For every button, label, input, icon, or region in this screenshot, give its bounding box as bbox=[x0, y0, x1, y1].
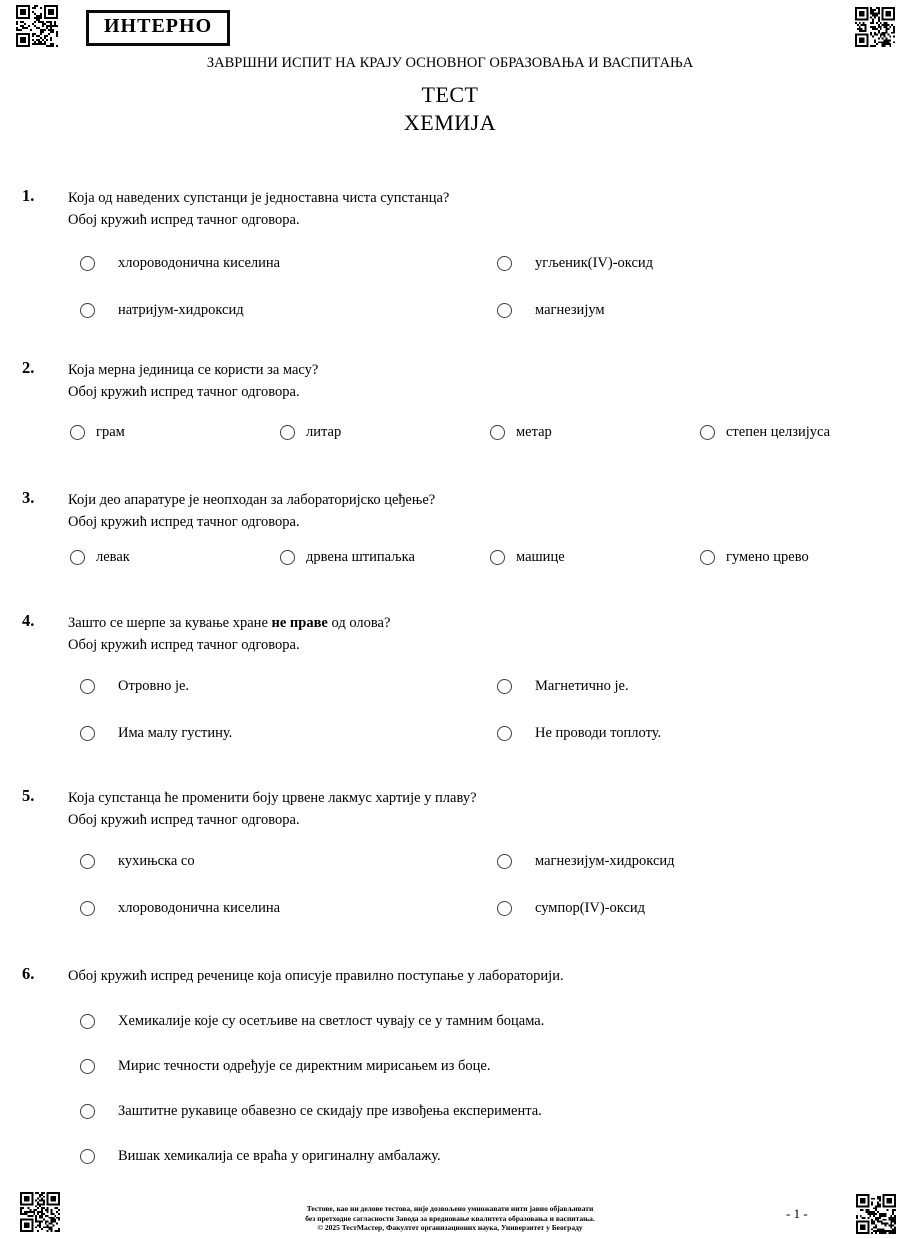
answer-option[interactable] bbox=[80, 302, 244, 319]
answer-option[interactable] bbox=[700, 549, 809, 566]
radio-circle[interactable] bbox=[700, 425, 715, 440]
option-label: кухињска со bbox=[118, 853, 195, 869]
answer-option[interactable] bbox=[80, 1148, 441, 1165]
option-label: литар bbox=[306, 424, 342, 440]
question-prompt-text: Који део апаратуре је неопходан за лабораторијско цеђење? bbox=[68, 492, 436, 508]
option-label: Отровно је. bbox=[118, 678, 190, 694]
option-label: Вишак хемикалија се враћа у оригиналну амбалажу. bbox=[118, 1148, 441, 1164]
answer-option[interactable] bbox=[80, 853, 195, 870]
radio-circle[interactable] bbox=[80, 1014, 95, 1029]
answer-option[interactable] bbox=[490, 549, 565, 566]
radio-circle[interactable] bbox=[80, 256, 95, 271]
qr-code-top-right bbox=[855, 7, 895, 47]
answer-option[interactable] bbox=[497, 853, 675, 870]
question-number: 5. bbox=[22, 786, 35, 805]
question-number: 1. bbox=[22, 186, 35, 205]
option-label: хлороводонична киселина bbox=[118, 255, 281, 271]
question-prompt bbox=[68, 787, 858, 831]
notice-line-2: без претходне сагласности Завода за вредновање квалитета образовања и васпитања. bbox=[305, 1213, 595, 1223]
option-label: натријум-хидроксид bbox=[118, 302, 244, 318]
option-label: сумпор(IV)-оксид bbox=[535, 900, 646, 916]
question-prompt bbox=[68, 359, 858, 403]
radio-circle[interactable] bbox=[490, 425, 505, 440]
answer-option[interactable] bbox=[280, 424, 341, 441]
question-instruction: Обој кружић испред тачног одговора. bbox=[68, 812, 300, 828]
question-number: 2. bbox=[22, 358, 35, 377]
radio-circle[interactable] bbox=[80, 901, 95, 916]
radio-circle[interactable] bbox=[80, 303, 95, 318]
answer-option[interactable] bbox=[490, 424, 552, 441]
answer-option[interactable] bbox=[497, 725, 661, 742]
radio-circle[interactable] bbox=[70, 425, 85, 440]
question-prompt-line bbox=[68, 612, 858, 634]
radio-circle[interactable] bbox=[700, 550, 715, 565]
question-number: 6. bbox=[22, 964, 35, 983]
question-instruction: Обој кружић испред тачног одговора. bbox=[68, 637, 300, 653]
question-prompt bbox=[68, 965, 858, 987]
question-prompt-text: Која мерна јединица се користи за масу? bbox=[68, 362, 319, 378]
radio-circle[interactable] bbox=[70, 550, 85, 565]
radio-circle[interactable] bbox=[497, 303, 512, 318]
radio-circle[interactable] bbox=[497, 854, 512, 869]
qr-code-top-left bbox=[16, 5, 58, 47]
answer-option[interactable] bbox=[70, 424, 125, 441]
question-instruction: Обој кружић испред тачног одговора. bbox=[68, 514, 300, 530]
answer-option[interactable] bbox=[497, 255, 653, 272]
question-instruction: Обој кружић испред тачног одговора. bbox=[68, 384, 300, 400]
notice-line-3: © 2025 ТестМастер, Факултет организационих наука, Универзитет у Београду bbox=[317, 1223, 583, 1232]
answer-option[interactable] bbox=[70, 549, 130, 566]
question-prompt-line bbox=[68, 359, 858, 381]
answer-option[interactable] bbox=[80, 900, 280, 917]
answer-option[interactable] bbox=[700, 424, 830, 441]
question-prompt-text: Зашто се шерпе за кување хране bbox=[68, 615, 272, 631]
radio-circle[interactable] bbox=[497, 256, 512, 271]
option-label: машице bbox=[516, 549, 565, 565]
question-prompt-text: од олова? bbox=[327, 615, 391, 631]
option-label: Магнетично је. bbox=[535, 678, 629, 694]
radio-circle[interactable] bbox=[80, 1149, 95, 1164]
option-label: метар bbox=[516, 424, 552, 440]
option-label: угљеник(IV)-оксид bbox=[535, 255, 654, 271]
answer-option[interactable] bbox=[497, 678, 629, 695]
option-label: магнезијум bbox=[535, 302, 605, 318]
radio-circle[interactable] bbox=[80, 1104, 95, 1119]
question-prompt bbox=[68, 489, 858, 533]
question-instruction: Обој кружић испред тачног одговора. bbox=[68, 212, 300, 228]
qr-code-bottom-left bbox=[20, 1192, 60, 1232]
option-label: Има малу густину. bbox=[118, 725, 233, 741]
option-label: хлороводонична киселина bbox=[118, 900, 281, 916]
question-prompt-text: Која од наведених супстанци је једноставна чиста супстанца? bbox=[68, 190, 450, 206]
radio-circle[interactable] bbox=[497, 726, 512, 741]
option-label: грам bbox=[96, 424, 125, 440]
radio-circle[interactable] bbox=[280, 425, 295, 440]
interno-label: ИНТЕРНО bbox=[104, 15, 213, 37]
notice-line-1: Тестове, као ни делове тестова, није дозвољено умножавати нити јавно објављивати bbox=[306, 1204, 594, 1213]
question-prompt bbox=[68, 612, 858, 656]
page-number: - 1 - bbox=[786, 1206, 808, 1221]
answer-option[interactable] bbox=[80, 1103, 542, 1120]
question-prompt-text: Која супстанца ће променити боју црвене лакмус хартије у плаву? bbox=[68, 790, 477, 806]
answer-option[interactable] bbox=[497, 900, 645, 917]
answer-option[interactable] bbox=[80, 255, 280, 272]
question-number: 3. bbox=[22, 488, 35, 507]
radio-circle[interactable] bbox=[497, 901, 512, 916]
radio-circle[interactable] bbox=[80, 679, 95, 694]
question-prompt-line bbox=[68, 187, 858, 209]
question-prompt-line bbox=[68, 787, 858, 809]
test-label: ТЕСТ bbox=[421, 82, 479, 107]
option-label: Мирис течности одређује се директним мирисањем из боце. bbox=[118, 1058, 491, 1074]
answer-option[interactable] bbox=[497, 302, 605, 319]
option-label: магнезијум-хидроксид bbox=[535, 853, 675, 869]
qr-code-bottom-right bbox=[856, 1194, 896, 1234]
question-prompt bbox=[68, 187, 858, 231]
copyright-notice bbox=[0, 1204, 900, 1233]
option-label: степен целзијуса bbox=[726, 424, 831, 440]
question-prompt-emphasis: не праве bbox=[271, 615, 328, 631]
question-number: 4. bbox=[22, 611, 35, 630]
answer-option[interactable] bbox=[80, 1058, 490, 1075]
option-label: Не проводи топлоту. bbox=[535, 725, 662, 741]
option-label: Хемикалије које су осетљиве на светлост чувају се у тамним боцама. bbox=[118, 1013, 545, 1029]
radio-circle[interactable] bbox=[280, 550, 295, 565]
answer-option[interactable] bbox=[80, 678, 189, 695]
option-label: Заштитне рукавице обавезно се скидају пре извођења експеримента. bbox=[118, 1103, 542, 1119]
option-label: гумено црево bbox=[726, 549, 809, 565]
subject-title: ХЕМИЈА bbox=[403, 110, 497, 135]
question-prompt-line bbox=[68, 489, 858, 511]
radio-circle[interactable] bbox=[490, 550, 505, 565]
exam-title: ЗАВРШНИ ИСПИТ НА КРАЈУ ОСНОВНОГ ОБРАЗОВАЊА И ВАСПИТАЊА bbox=[206, 55, 694, 71]
radio-circle[interactable] bbox=[497, 679, 512, 694]
radio-circle[interactable] bbox=[80, 854, 95, 869]
question-prompt-line bbox=[68, 965, 858, 987]
question-prompt-text: Обој кружић испред реченице која описује правилно поступање у лабораторији. bbox=[68, 968, 564, 984]
answer-option[interactable] bbox=[80, 1013, 544, 1030]
answer-option[interactable] bbox=[80, 725, 232, 742]
radio-circle[interactable] bbox=[80, 726, 95, 741]
option-label: левак bbox=[96, 549, 130, 565]
answer-option[interactable] bbox=[280, 549, 415, 566]
interno-stamp bbox=[86, 10, 230, 46]
option-label: дрвена штипаљка bbox=[306, 549, 415, 565]
radio-circle[interactable] bbox=[80, 1059, 95, 1074]
